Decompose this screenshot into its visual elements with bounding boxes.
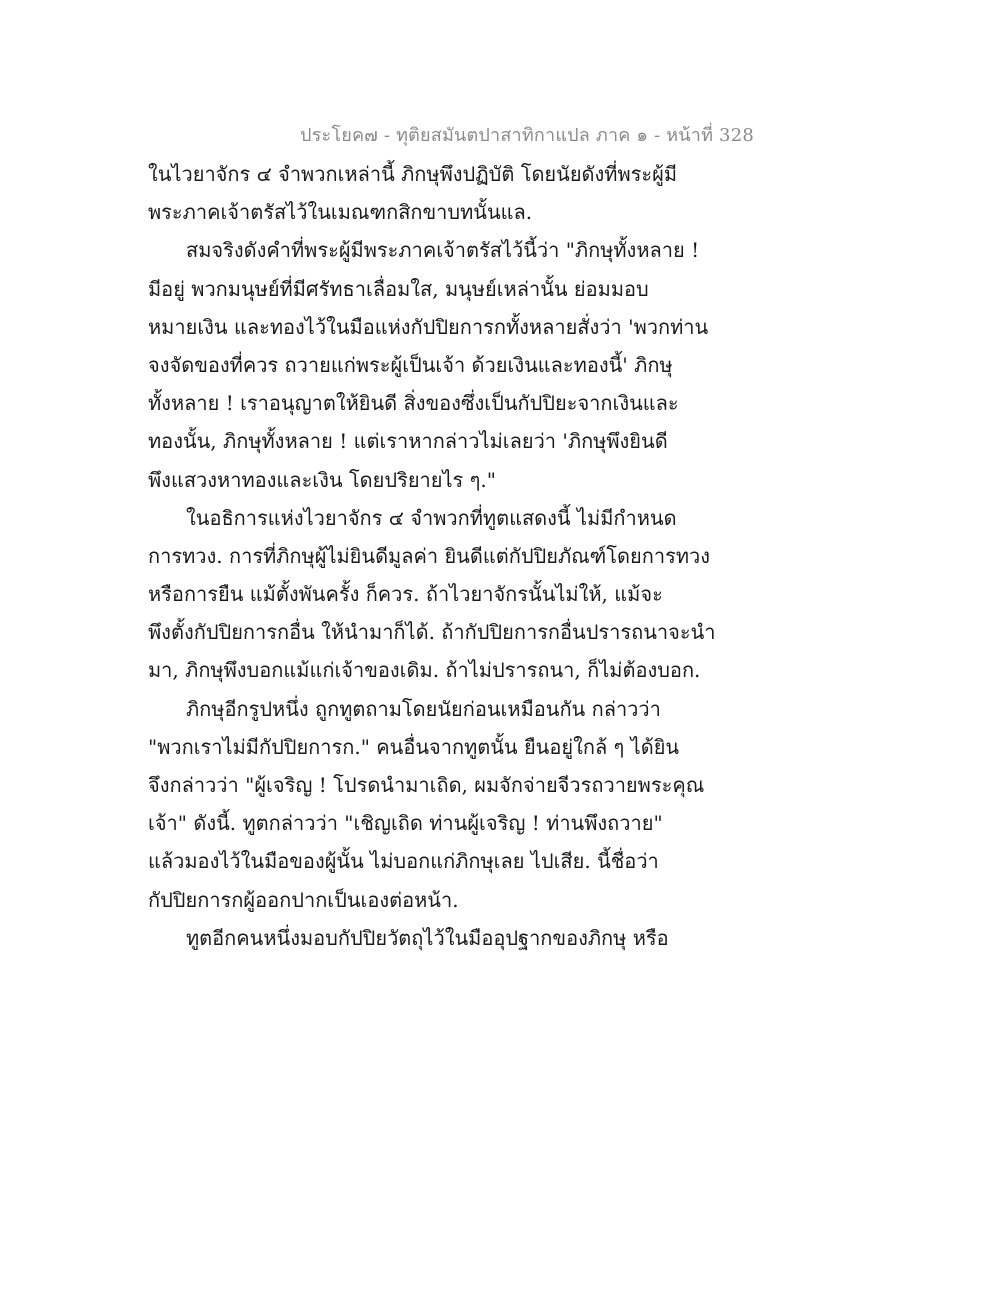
- text-line: มีอยู่ พวกมนุษย์ที่มีศรัทธาเลื่อมใส, มนุษย์เหล่านั้น ย่อมมอบ: [148, 276, 649, 301]
- text-line: แล้วมองไว้ในมือของผู้นั้น ไม่บอกแก่ภิกษุเลย ไปเสีย. นี้ชื่อว่า: [148, 849, 659, 874]
- text-line: หมายเงิน และทองไว้ในมือแห่งกัปปิยการกทั้งหลายสั่งว่า 'พวกท่าน: [148, 314, 709, 339]
- page-header: [300, 120, 755, 149]
- paragraph-start-line: ในอธิการแห่งไวยาจักร ๔ จำพวกที่ทูตแสดงนี้ ไม่มีกำหนด: [186, 505, 677, 530]
- body-text: [148, 155, 716, 957]
- text-line: ในไวยาจักร ๔ จำพวกเหล่านี้ ภิกษุพึงปฏิบัติ โดยนัยดังที่พระผู้มี: [148, 162, 678, 186]
- text-line: "พวกเราไม่มีกัปปิยการก." คนอื่นจากทูตนั้น ยืนอยู่ใกล้ ๆ ได้ยิน: [148, 734, 680, 759]
- running-title: ประโยค๗ - ทุติยสมันตปาสาทิกาแปล ภาค ๑ - หน้าที่ 328: [300, 125, 755, 146]
- text-line: มา, ภิกษุพึงบอกแม้แก่เจ้าของเดิม. ถ้าไม่ปรารถนา, ก็ไม่ต้องบอก.: [148, 658, 701, 683]
- text-line: เจ้า" ดังนี้. ทูตกล่าวว่า "เชิญเถิด ท่านผู้เจริญ ! ท่านพึงถวาย": [148, 811, 663, 836]
- text-line: กัปปิยการกผู้ออกปากเป็นเองต่อหน้า.: [148, 887, 459, 912]
- text-line: หรือการยืน แม้ตั้งพันครั้ง ก็ควร. ถ้าไวยาจักรนั้นไม่ให้, แม้จะ: [148, 582, 663, 607]
- text-line: ทองนั้น, ภิกษุทั้งหลาย ! แต่เราหากล่าวไม่เลยว่า 'ภิกษุพึงยินดี: [148, 429, 668, 454]
- paragraph-start-line: ทูตอีกคนหนึ่งมอบกัปปิยวัตถุไว้ในมืออุปฐากของภิกษุ หรือ: [186, 925, 669, 950]
- text-line: การทวง. การที่ภิกษุผู้ไม่ยินดีมูลค่า ยินดีแต่กัปปิยภัณฑ์โดยการทวง: [148, 543, 710, 568]
- text-line: พึงแสวงหาทองและเงิน โดยปริยายไร ๆ.": [148, 467, 496, 492]
- text-line: จึงกล่าวว่า "ผู้เจริญ ! โปรดนำมาเถิด, ผมจักจ่ายจีวรถวายพระคุณ: [148, 773, 705, 797]
- paragraph-start-line: ภิกษุอีกรูปหนึ่ง ถูกทูตถามโดยนัยก่อนเหมือนกัน กล่าวว่า: [186, 696, 661, 721]
- text-line: จงจัดของที่ควร ถวายแก่พระผู้เป็นเจ้า ด้วยเงินและทองนี้' ภิกษุ: [148, 352, 673, 377]
- text-line: ทั้งหลาย ! เราอนุญาตให้ยินดี สิ่งของซึ่งเป็นกัปปิยะจากเงินและ: [148, 391, 679, 416]
- text-line: พระภาคเจ้าตรัสไว้ในเมณฑกสิกขาบทนั้นแล.: [148, 200, 533, 225]
- paragraph-start-line: สมจริงดังคำที่พระผู้มีพระภาคเจ้าตรัสไว้นี้ว่า "ภิกษุทั้งหลาย !: [186, 238, 700, 263]
- text-line: พึงตั้งกัปปิยการกอื่น ให้นำมาก็ได้. ถ้ากัปปิยการกอื่นปรารถนาจะนำ: [148, 620, 716, 645]
